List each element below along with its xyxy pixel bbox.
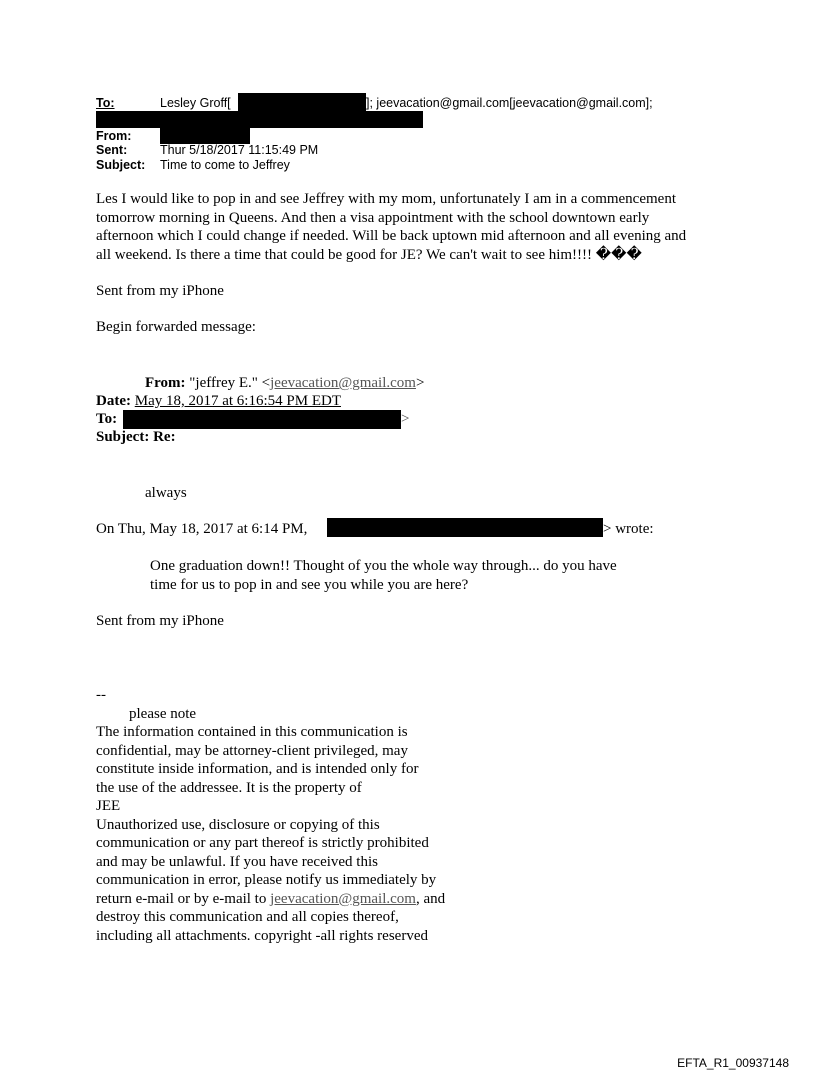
subject-value: Time to come to Jeffrey <box>160 158 290 172</box>
fwd-date-label: Date: <box>96 393 131 409</box>
fwd-subject-row <box>96 428 176 447</box>
sent-label <box>96 143 127 157</box>
subject-label-text: Subject: <box>96 158 146 172</box>
document-id: EFTA_R1_00937148 <box>677 1056 789 1070</box>
disclaimer-line: including all attachments. copyright -all rights reserved <box>96 927 428 944</box>
fwd-to-close: > <box>401 411 410 427</box>
fwd-from-label: From: <box>145 375 186 391</box>
fwd-from-name: "jeffrey E." < <box>189 375 271 391</box>
disclaimer-line: Unauthorized use, disclosure or copying of this <box>96 816 380 833</box>
fwd-to-row <box>96 410 117 429</box>
sent-label-text: Sent: <box>96 143 128 157</box>
fwd-subject-label: Subject: <box>96 429 150 445</box>
email-line-prefix: return e-mail or by e-mail to <box>96 890 271 907</box>
disclaimer-line: and may be unlawful. If you have received this <box>96 853 378 870</box>
redaction-box <box>327 518 603 537</box>
disclaimer-line: confidential, may be attorney-client privileged, may <box>96 742 408 759</box>
disclaimer-line: communication or any part thereof is strictly prohibited <box>96 835 429 851</box>
disclaimer-line: destroy this communication and all copies thereof, <box>96 909 399 925</box>
disclaimer-note: please note <box>129 706 197 722</box>
to-name: Lesley Groff <box>160 96 228 110</box>
reply-text: always <box>145 485 187 501</box>
fwd-from-close: > <box>415 375 425 391</box>
redaction-box <box>238 93 366 111</box>
sent-value: Thur 5/18/2017 11:15:49 PM <box>160 143 319 157</box>
message-paragraph <box>96 190 686 264</box>
to-row <box>96 96 115 110</box>
disclaimer-email-link[interactable]: jeevacation@gmail.com <box>270 890 416 907</box>
fwd-subject-value: Re: <box>153 429 176 445</box>
from-label <box>96 129 131 143</box>
to-recipient <box>160 96 231 110</box>
message-line: tomorrow morning in Queens. And then a visa appointment with the school downtown early <box>96 209 650 226</box>
quoted-message <box>150 557 617 594</box>
subject-label <box>96 158 145 172</box>
fwd-date-value: May 18, 2017 at 6:16:54 PM EDT <box>134 393 341 409</box>
disclaimer-line: communication in error, please notify us immediately by <box>96 872 437 888</box>
to-label: To: <box>96 96 115 110</box>
message-signature: Sent from my iPhone <box>96 283 224 299</box>
to-bracket: [ <box>227 96 231 110</box>
email-line-suffix: , and <box>415 890 446 907</box>
quote-intro-start: On Thu, May 18, 2017 at 6:14 PM, <box>96 521 308 537</box>
message-line: afternoon which I could change if needed. Will be back uptown mid afternoon and all evening and <box>96 228 687 244</box>
to-other-recipients: ]; jeevacation@gmail.com[jeevacation@gmail.com]; <box>366 96 653 110</box>
disclaimer-line: constitute inside information, and is intended only for <box>96 761 419 777</box>
redaction-box <box>96 111 423 128</box>
disclaimer-line: JEE <box>96 798 121 814</box>
quote-intro-end: > wrote: <box>603 521 654 537</box>
redaction-box <box>123 410 401 429</box>
disclaimer-body <box>96 723 445 945</box>
quoted-line: One graduation down!! Thought of you the whole way through... do you have <box>150 558 617 574</box>
fwd-signature: Sent from my iPhone <box>96 613 224 629</box>
redaction-box <box>160 128 250 144</box>
fwd-date-row <box>96 392 341 411</box>
fwd-from-row <box>145 374 424 393</box>
forward-intro: Begin forwarded message: <box>96 319 256 335</box>
signature-separator: -- <box>96 687 106 703</box>
fwd-from-email-link[interactable]: jeevacation@gmail.com <box>270 375 416 391</box>
message-line: Les I would like to pop in and see Jeffrey with my mom, unfortunately I am in a commencement <box>96 191 676 207</box>
message-line: all weekend. Is there a time that could be good for JE? We can't wait to see him!!!! ��� <box>96 246 642 263</box>
fwd-to-label: To: <box>96 411 118 427</box>
disclaimer-line: The information contained in this communication is <box>96 724 408 740</box>
disclaimer-email-line <box>96 890 445 909</box>
from-label-text: From: <box>96 129 132 143</box>
disclaimer-line: the use of the addressee. It is the property of <box>96 779 362 796</box>
quoted-line: time for us to pop in and see you while you are here? <box>150 576 469 593</box>
